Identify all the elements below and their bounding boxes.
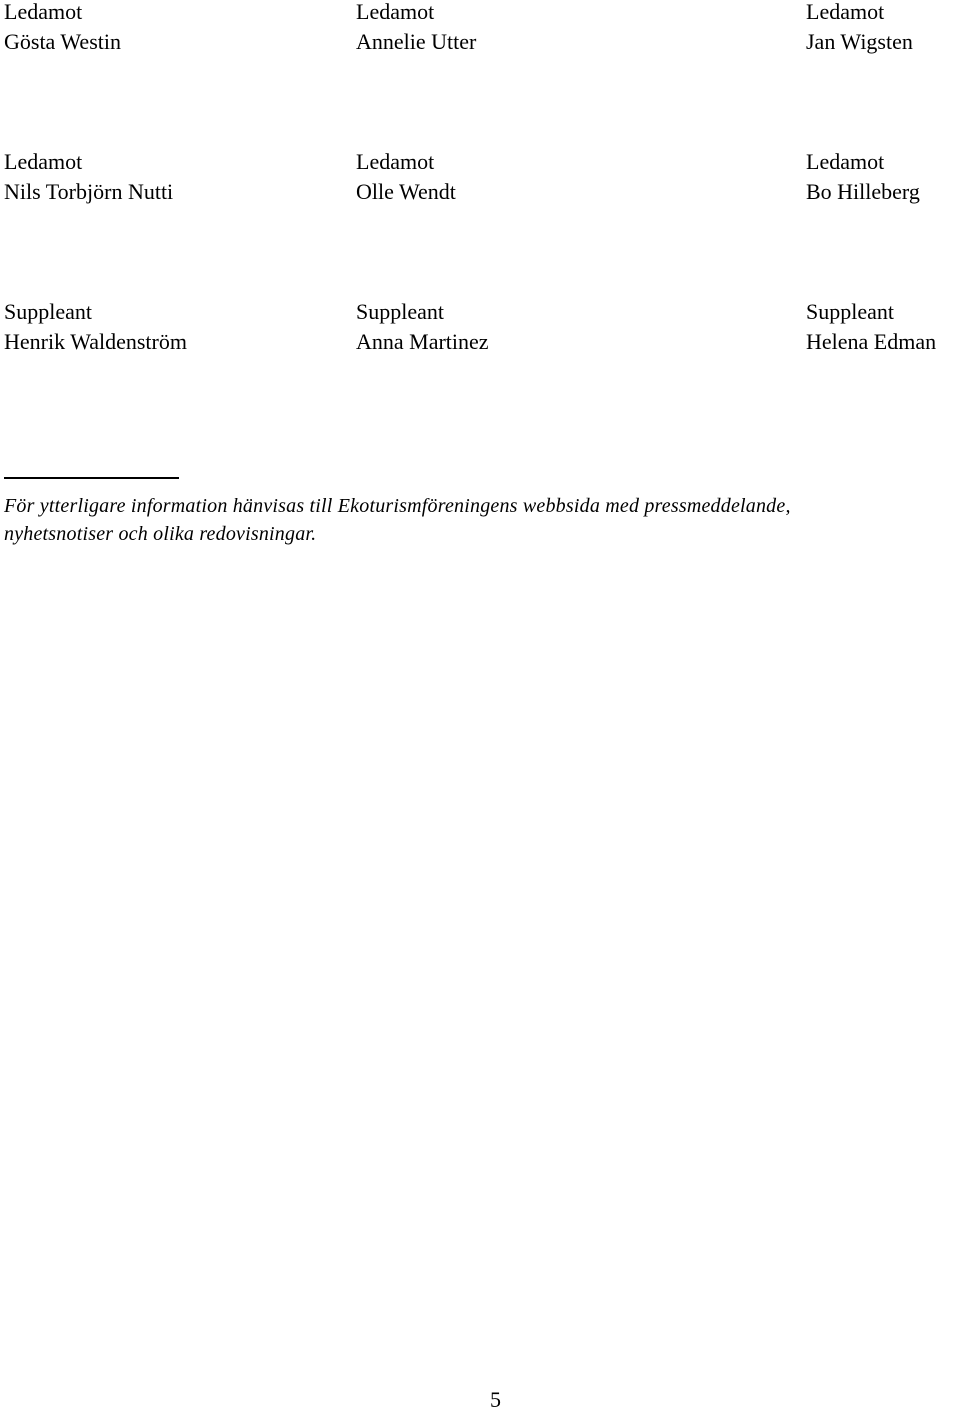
member-name: Henrik Waldenström (4, 329, 187, 354)
member-role: Ledamot (356, 149, 435, 174)
footnote-line: För ytterligare information hänvisas till Ekoturismföreningens webbsida med pressmeddelande, (4, 495, 791, 517)
member-role: Ledamot (4, 149, 83, 174)
member-role: Suppleant (4, 299, 92, 324)
member-block (356, 297, 489, 357)
member-block (806, 0, 913, 57)
footnote (4, 492, 944, 548)
member-name: Jan Wigsten (806, 29, 913, 54)
member-role: Ledamot (806, 0, 885, 24)
member-name: Gösta Westin (4, 29, 121, 54)
member-role: Ledamot (356, 0, 435, 24)
member-block (806, 147, 920, 207)
footnote-separator (4, 477, 179, 479)
member-name: Anna Martinez (356, 329, 489, 354)
member-block (4, 0, 121, 57)
member-role: Suppleant (806, 299, 894, 324)
member-block (4, 147, 173, 207)
member-block (356, 0, 476, 57)
member-block (356, 147, 456, 207)
member-name: Bo Hilleberg (806, 179, 920, 204)
member-block (806, 297, 936, 357)
member-name: Annelie Utter (356, 29, 477, 54)
member-role: Ledamot (4, 0, 83, 24)
member-name: Olle Wendt (356, 179, 456, 204)
page-number: 5 (490, 1387, 501, 1412)
member-role: Ledamot (806, 149, 885, 174)
member-role: Suppleant (356, 299, 444, 324)
member-block (4, 297, 187, 357)
member-name: Helena Edman (806, 329, 937, 354)
member-name: Nils Torbjörn Nutti (4, 179, 174, 204)
footnote-line: nyhetsnotiser och olika redovisningar. (4, 523, 317, 545)
